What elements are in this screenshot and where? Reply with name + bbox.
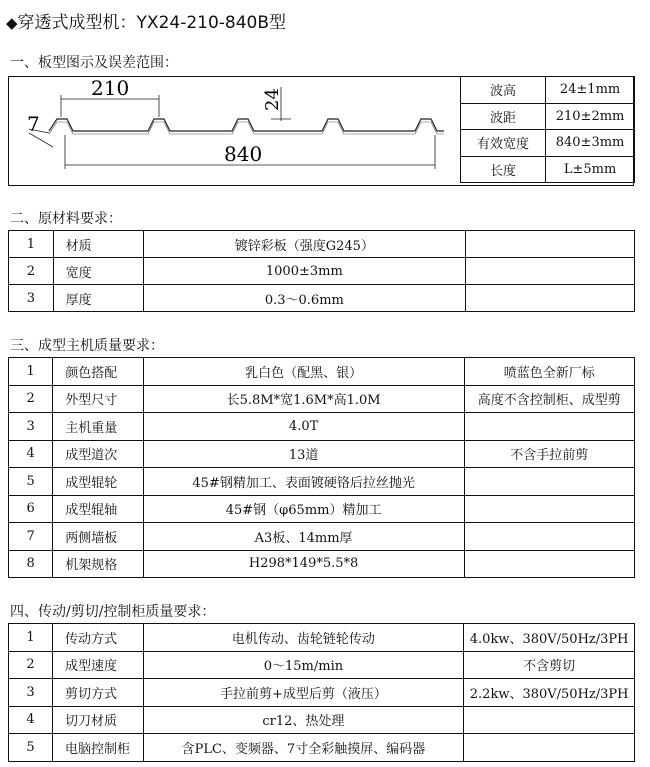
row-number: 4: [9, 440, 53, 468]
row-number: 4: [9, 706, 53, 734]
profile-outline: [49, 119, 444, 131]
row-item: 成型道次: [53, 440, 143, 468]
table-row: [9, 385, 635, 413]
row-item: 材质: [53, 231, 144, 258]
row-item: 传动方式: [52, 624, 143, 652]
profile-diagram: [9, 77, 461, 184]
row-number: 7: [9, 523, 53, 551]
row-item: 厚度: [53, 285, 144, 312]
section2-heading: 二、原材料要求：: [10, 211, 122, 227]
row-spec: 45#钢（φ65mm）精加工: [143, 495, 464, 523]
spec-value: 24±1mm: [546, 77, 635, 104]
row-note: [464, 495, 634, 523]
row-spec: 0.3～0.6mm: [144, 285, 465, 312]
diamond-icon: ◆: [6, 14, 18, 32]
section3-heading: 三、成型主机质量要求：: [10, 338, 164, 354]
row-number: 1: [9, 358, 53, 386]
table-row: [9, 523, 635, 551]
drive-cut-control-table: [8, 623, 635, 762]
row-item: 两侧墙板: [53, 523, 143, 551]
row-number: 5: [9, 468, 53, 496]
spec-key: 有效宽度: [461, 130, 546, 157]
spec-value: 210±2mm: [546, 103, 635, 130]
spec-key: 波距: [461, 103, 546, 130]
table-row: [9, 231, 635, 258]
table-row: [9, 440, 635, 468]
row-number: 2: [9, 258, 54, 285]
spec-row: [461, 130, 635, 157]
row-note: [464, 734, 635, 762]
row-note: 4.0kw、380V/50Hz/3PH: [464, 624, 635, 652]
section1-heading: 一、板型图示及误差范围：: [10, 55, 178, 71]
row-number: 6: [9, 495, 53, 523]
dim-pitch-label: 210: [91, 77, 130, 100]
title-text: 穿透式成型机：YX24-210-840B型: [17, 13, 287, 33]
raw-material-table: [8, 230, 635, 312]
row-spec: 长5.8M*宽1.6M*高1.0M: [143, 385, 464, 413]
dim-width-label: 840: [224, 142, 263, 166]
dim-angle-label: 7: [27, 112, 40, 136]
spec-row: [461, 103, 635, 130]
row-spec: 电机传动、齿轮链轮传动: [143, 624, 464, 652]
document-title: [6, 8, 286, 33]
table-row: [9, 679, 635, 707]
row-number: 1: [9, 231, 54, 258]
row-note: [465, 285, 634, 312]
row-number: 3: [9, 285, 54, 312]
table-row: [9, 495, 635, 523]
table-row: [9, 285, 635, 312]
row-item: 外型尺寸: [53, 385, 143, 413]
row-note: [464, 413, 634, 441]
row-note: [465, 231, 634, 258]
row-spec: 13道: [143, 440, 464, 468]
row-note: 喷蓝色全新厂标: [464, 358, 634, 386]
table-row: [9, 468, 635, 496]
row-spec: 0～15m/min: [143, 651, 464, 679]
row-item: 宽度: [53, 258, 144, 285]
table-row: [9, 550, 635, 578]
row-item: 成型辊轴: [53, 495, 143, 523]
row-item: 主机重量: [53, 413, 143, 441]
row-spec: 乳白色（配黑、银）: [143, 358, 464, 386]
spec-value: 840±3mm: [546, 130, 635, 157]
row-note: 2.2kw、380V/50Hz/3PH: [464, 679, 635, 707]
row-spec: 4.0T: [143, 413, 464, 441]
spec-key: 长度: [461, 156, 546, 183]
dim-height-label: 24: [262, 88, 283, 111]
row-note: 不含剪切: [464, 651, 635, 679]
row-item: 颜色搭配: [53, 358, 143, 386]
row-note: [465, 258, 634, 285]
row-number: 5: [9, 734, 53, 762]
row-item: 机架规格: [53, 550, 143, 578]
spec-key: 波高: [461, 77, 546, 104]
table-row: [9, 651, 635, 679]
table-row: [9, 706, 635, 734]
row-number: 2: [9, 651, 53, 679]
row-spec: 45#钢精加工、表面镀硬铬后拉丝抛光: [143, 468, 464, 496]
row-spec: H298*149*5.5*8: [143, 550, 464, 578]
row-spec: cr12、热处理: [143, 706, 464, 734]
row-note: [464, 523, 634, 551]
profile-spec-table: [460, 76, 635, 183]
row-spec: 手拉前剪+成型后剪（液压）: [143, 679, 464, 707]
row-note: 高度不含控制柜、成型剪: [464, 385, 634, 413]
row-spec: A3板、14mm厚: [143, 523, 464, 551]
row-item: 电脑控制柜: [52, 734, 143, 762]
spec-row: [461, 156, 635, 183]
row-note: 不含手拉前剪: [464, 440, 634, 468]
row-item: 成型辊轮: [53, 468, 143, 496]
main-machine-table: [8, 357, 635, 578]
row-item: 剪切方式: [52, 679, 143, 707]
table-row: [9, 734, 635, 762]
profile-outline-lower: [49, 122, 444, 134]
spec-row: [461, 77, 635, 104]
row-spec: 含PLC、变频器、7寸全彩触摸屏、编码器: [143, 734, 464, 762]
row-number: 8: [9, 550, 53, 578]
row-spec: 1000±3mm: [144, 258, 465, 285]
table-row: [9, 358, 635, 386]
spec-value: L±5mm: [546, 156, 635, 183]
row-item: 切刀材质: [52, 706, 143, 734]
row-item: 成型速度: [52, 651, 143, 679]
row-number: 2: [9, 385, 53, 413]
row-note: [464, 468, 634, 496]
row-number: 3: [9, 413, 53, 441]
section4-heading: 四、传动/剪切/控制柜质量要求：: [10, 604, 216, 620]
table-row: [9, 624, 635, 652]
table-row: [9, 413, 635, 441]
table-row: [9, 258, 635, 285]
row-note: [464, 550, 634, 578]
row-number: 1: [9, 624, 53, 652]
row-number: 3: [9, 679, 53, 707]
row-note: [464, 706, 635, 734]
row-spec: 镀锌彩板（强度G245）: [144, 231, 465, 258]
